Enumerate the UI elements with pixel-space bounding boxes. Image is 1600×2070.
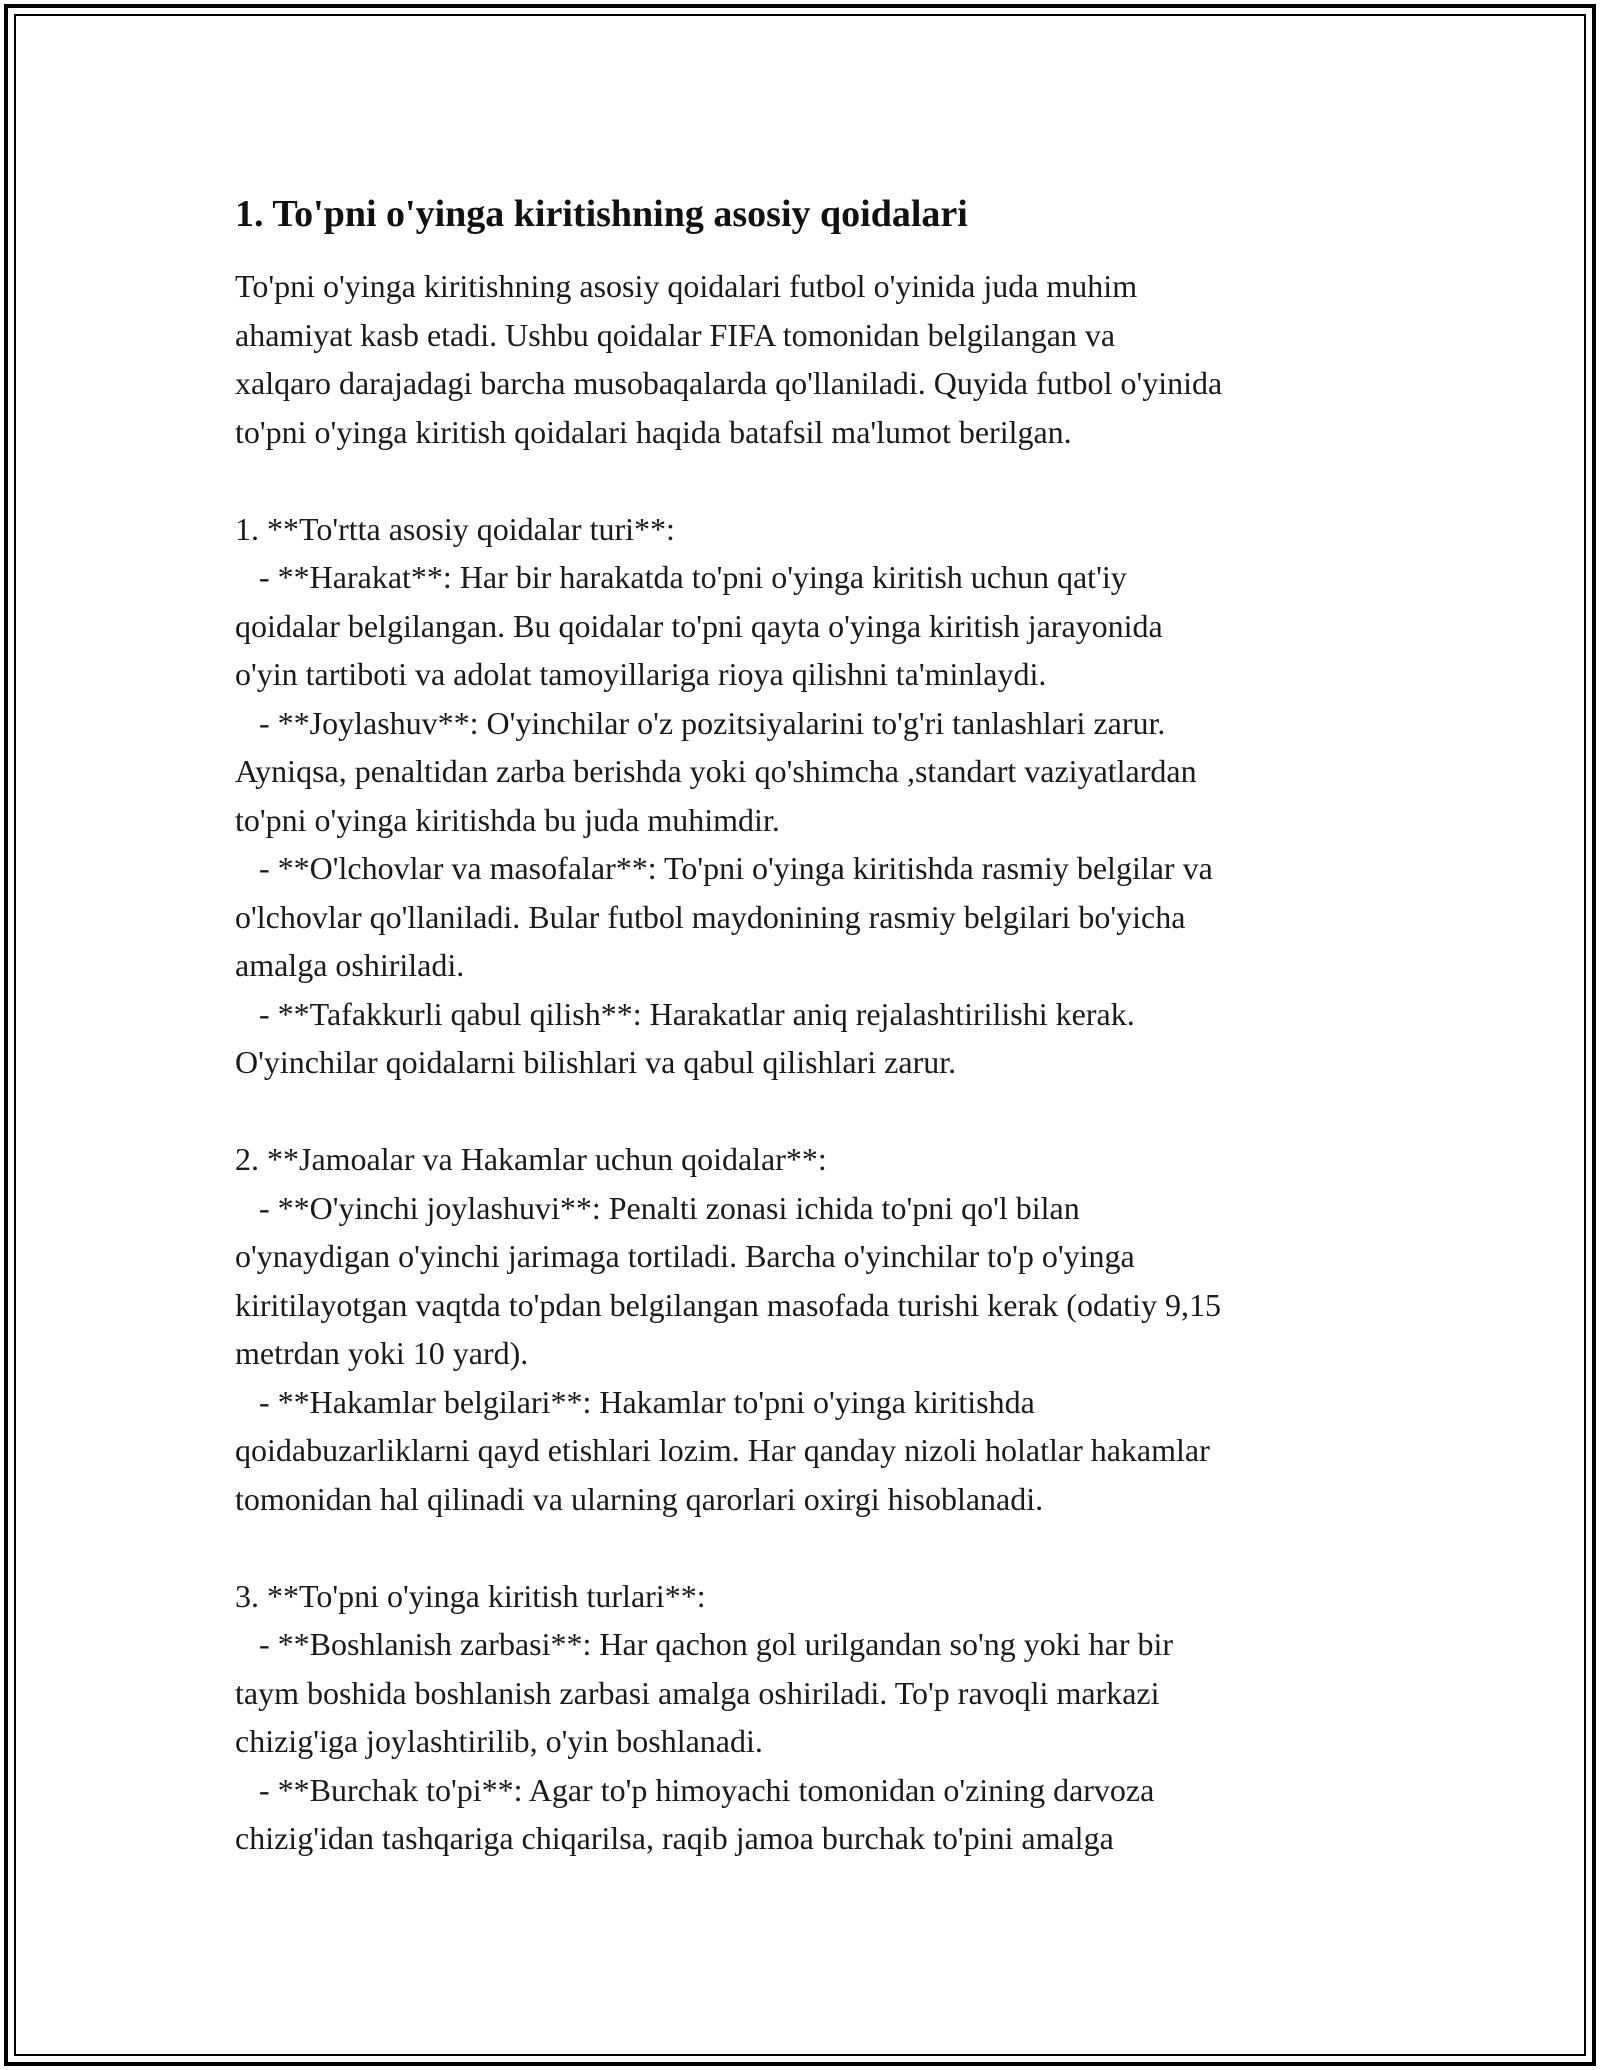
intro-paragraph: To'pni o'yinga kiritishning asosiy qoidalari futbol o'yinida juda muhim ahamiyat kasb etadi. Ushbu qoidalar FIFA tomonidan belgilangan va xalqaro darajadagi barcha musobaqalarda qo'llaniladi. Quyida futbol o'yinida to'pni o'yinga kiritish qoidalari haqida batafsil ma'lumot berilgan. — [235, 268, 1223, 450]
section-heading: 1. To'pni o'yinga kiritishning asosiy qoidalari — [235, 193, 968, 235]
document-body — [235, 190, 1375, 1863]
rules-text: 1. **To'rtta asosiy qoidalar turi**: - **Harakat**: Har bir harakatda to'pni o'yinga kiritish uchun qat'iy qoidalar belgilangan. Bu qoidalar to'pni qayta o'yinga kiritish jarayonida o'yin tartiboti va adolat tamoyillariga rioya qilishni ta'minlaydi. - **Joylashuv**: O'yinchilar o'z pozitsiyalarini to'g'ri tanlashlari zarur. Ayniqsa, penaltidan zarba berishda yoki qo'shimcha ,standart vaziyatlardan to'pni o'yinga kiritishda bu juda muhimdir. - **O'lchovlar va masofalar**: To'pni o'yinga kiritishda rasmiy belgilar va o'lchovlar qo'llaniladi. Bular futbol maydonining rasmiy belgilari bo'yicha amalga oshiriladi. - **Tafakkurli qabul qilish**: Harakatlar aniq rejalashtirilishi kerak. O'yinchilar qoidalarni bilishlari va qabul qilishlari zarur. 2. **Jamoalar va Hakamlar uchun qoidalar**: - **O'yinchi joylashuvi**: Penalti zonasi ichida to'pni qo'l bilan o'ynaydigan o'yinchi jarimaga tortiladi. Barcha o'yinchilar to'p o'yinga kiritilayotgan vaqtda to'pdan belgilangan masofada turishi kerak (odatiy 9,15 metrdan yoki 10 yard). - **Hakamlar belgilari**: Hakamlar to'pni o'yinga kiritishda qoidabuzarliklarni qayd etishlari lozim. Har qanday nizoli holatlar hakamlar tomonidan hal qilinadi va ularning qarorlari oxirgi hisoblanadi. 3. **To'pni o'yinga kiritish turlari**: - **Boshlanish zarbasi**: Har qachon gol urilgandan so'ng yoki har bir taym boshida boshlanish zarbasi amalga oshiriladi. To'p ravoqli markazi chizig'iga joylashtirilib, o'yin boshlanadi. - **Burchak to'pi**: Agar to'p himoyachi tomonidan o'zining darvoza chizig'idan tashqariga chiqarilsa, raqib jamoa burchak to'pini amalga — [235, 510, 1221, 1856]
